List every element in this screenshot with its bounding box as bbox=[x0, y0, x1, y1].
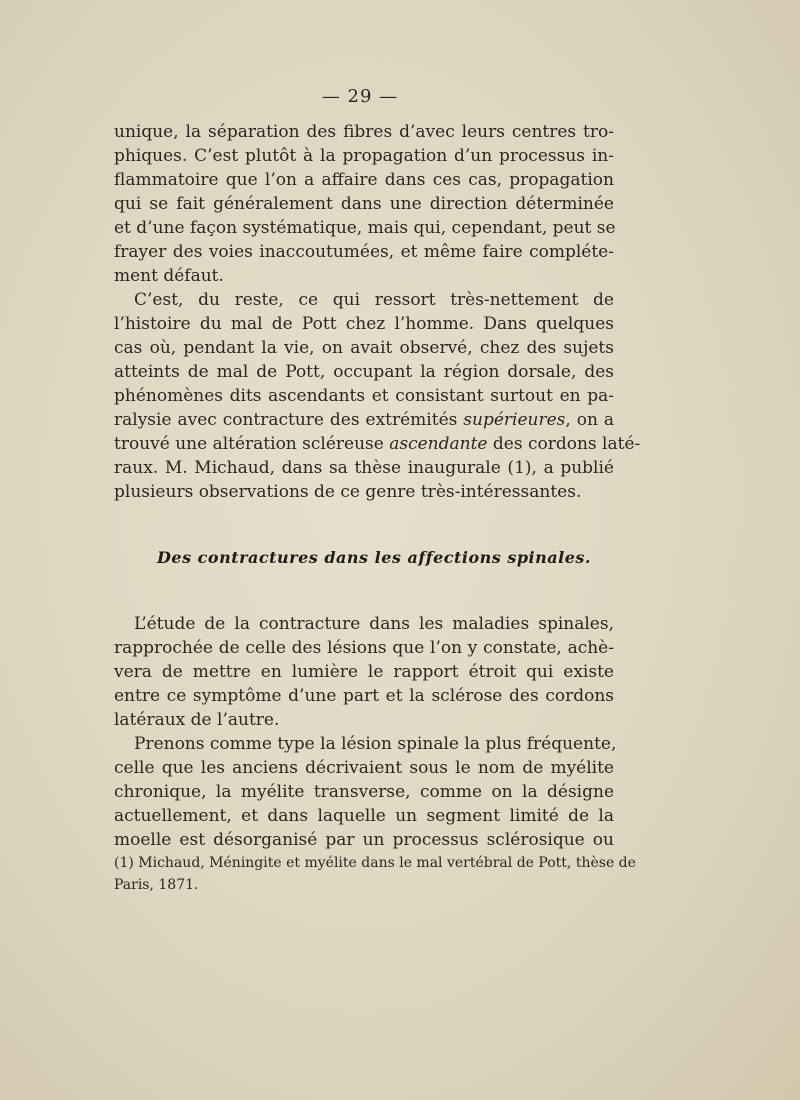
text-line: atteints de mal de Pott, occupant la région dorsale, des bbox=[114, 362, 614, 382]
text-run: trouvé une altération scléreuse bbox=[114, 434, 390, 454]
text-line: celle que les anciens décrivaient sous le nom de myélite bbox=[114, 758, 614, 778]
paragraph-3 bbox=[114, 612, 614, 732]
text-line: entre ce symptôme d’une part et la sclérose des cordons bbox=[114, 686, 614, 706]
paragraph-4 bbox=[114, 732, 617, 852]
text-line: unique, la séparation des fibres d’avec leurs centres tro- bbox=[114, 122, 614, 142]
footnote-line: (1) Michaud, Méningite et myélite dans le mal vertébral de Pott, thèse de bbox=[114, 855, 636, 871]
text-line: rapprochée de celle des lésions que l’on y constate, achè- bbox=[114, 638, 614, 658]
text-line: L’étude de la contracture dans les maladies spinales, bbox=[134, 614, 614, 634]
spacer bbox=[114, 570, 614, 612]
text-line: raux. M. Michaud, dans sa thèse inaugurale (1), a publié bbox=[114, 458, 614, 478]
spacer bbox=[114, 504, 614, 546]
text-line: frayer des voies inaccoutumées, et même faire compléte- bbox=[114, 242, 614, 262]
text-line: moelle est désorganisé par un processus sclérosique ou bbox=[114, 830, 614, 850]
text-run: des cordons laté- bbox=[487, 434, 641, 454]
text-line: C’est, du reste, ce qui ressort très-nettement de bbox=[134, 290, 614, 310]
text-line bbox=[114, 432, 641, 456]
text-line: cas où, pendant la vie, on avait observé, chez des sujets bbox=[114, 338, 614, 358]
page-number: — 29 — bbox=[321, 86, 399, 107]
text-run: ralysie avec contracture des extrémités bbox=[114, 410, 464, 430]
section-heading: Des contractures dans les affections spinales. bbox=[157, 548, 591, 567]
footnote-line: Paris, 1871. bbox=[114, 877, 199, 893]
paragraph-2 bbox=[114, 288, 641, 504]
italic-term: ascendante bbox=[389, 434, 488, 454]
text-line: vera de mettre en lumière le rapport étroit qui existe bbox=[114, 662, 614, 682]
text-line: chronique, la myélite transverse, comme on la désigne bbox=[114, 782, 614, 802]
text-line: actuellement, et dans laquelle un segment limité de la bbox=[114, 806, 614, 826]
text-line: et d’une façon systématique, mais qui, cependant, peut se bbox=[114, 218, 616, 238]
text-line: qui se fait généralement dans une direction déterminée bbox=[114, 194, 614, 214]
text-run: , on a bbox=[565, 410, 614, 430]
text-line: plusieurs observations de ce genre très-intéressantes. bbox=[114, 482, 582, 502]
italic-term: supérieures bbox=[463, 410, 566, 430]
text-line: l’histoire du mal de Pott chez l’homme. Dans quelques bbox=[114, 314, 614, 334]
text-line: phiques. C’est plutôt à la propagation d’un processus in- bbox=[114, 146, 614, 166]
text-line: Prenons comme type la lésion spinale la plus fréquente, bbox=[134, 734, 617, 754]
body-text bbox=[114, 120, 641, 852]
footnote bbox=[114, 852, 636, 896]
text-line: phénomènes dits ascendants et consistant surtout en pa- bbox=[114, 386, 614, 406]
paragraph-1 bbox=[114, 120, 614, 288]
text-line: latéraux de l’autre. bbox=[114, 710, 280, 730]
text-line: ment défaut. bbox=[114, 266, 224, 286]
text-line bbox=[114, 408, 614, 432]
text-line: flammatoire que l’on a affaire dans ces cas, propagation bbox=[114, 170, 614, 190]
